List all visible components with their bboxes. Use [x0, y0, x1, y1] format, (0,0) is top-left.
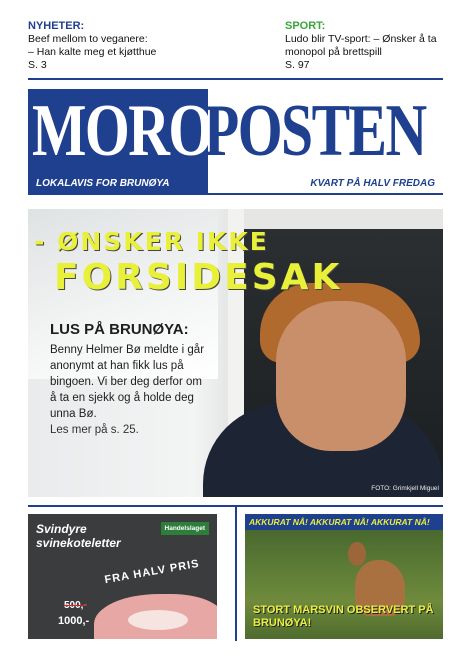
ad-new-price: 1000,-	[58, 615, 90, 627]
lead-story-text	[50, 321, 210, 438]
teaser-news-text: Beef mellom to veganere: – Han kalte meg et kjøtthue	[28, 33, 157, 58]
masthead-title-part1: MORO	[32, 90, 212, 172]
guinea-pig-story[interactable]	[245, 514, 443, 639]
lead-headline-line1: - ØNSKER IKKE	[34, 227, 269, 256]
ad-old-price: 500,-	[64, 600, 87, 611]
teaser-sport[interactable]	[285, 20, 455, 72]
lead-story-body: Benny Helmer Bø meldte i går anonymt at han fikk lus på bingoen. Vi ber deg derfor om å ta en sjekk og å holde deg unna Bø.	[50, 344, 205, 420]
teaser-news-page: S. 3	[28, 59, 47, 71]
ad-title: Svindyre svinekoteletter	[36, 522, 121, 550]
masthead	[28, 89, 443, 195]
pork-chop-ad[interactable]	[28, 514, 217, 639]
ad-brand-logo: Handelslaget	[161, 522, 209, 535]
teaser-sport-page: S. 97	[285, 59, 310, 71]
teaser-sport-text: Ludo blir TV-sport: – Ønsker å ta monopol på brettspill	[285, 33, 437, 58]
teaser-sport-kicker: SPORT:	[285, 20, 326, 32]
ad-meat-fat	[128, 610, 188, 630]
masthead-tagline: LOKALAVIS FOR BRUNØYA	[36, 178, 170, 189]
lead-story-read-more[interactable]: Les mer på s. 25.	[50, 424, 139, 436]
masthead-strip	[28, 173, 443, 195]
top-divider	[28, 78, 443, 80]
hero-photo-person-face	[276, 301, 406, 451]
story-photo-animal-head	[348, 542, 366, 566]
ad-half-price: FRA HALV PRIS	[103, 557, 201, 587]
masthead-issue-date: KVART PÅ HALV FREDAG	[310, 178, 435, 189]
lead-story[interactable]	[28, 209, 443, 497]
guinea-pig-headline: STORT MARSVIN OBSERVERT PÅ BRUNØYA!	[253, 604, 434, 629]
masthead-title-part2: POSTEN	[204, 90, 426, 172]
teaser-news[interactable]	[28, 20, 228, 72]
lead-story-kicker: LUS PÅ BRUNØYA:	[50, 321, 189, 338]
teaser-news-kicker: NYHETER:	[28, 20, 85, 32]
photo-credit: FOTO: Grimkjell Miguel	[371, 485, 439, 492]
lead-headline-line2: FORSIDESAK	[54, 257, 343, 298]
column-divider	[235, 507, 237, 641]
breaking-news-ticker: AKKURAT NÅ! AKKURAT NÅ! AKKURAT NÅ!	[245, 514, 443, 530]
